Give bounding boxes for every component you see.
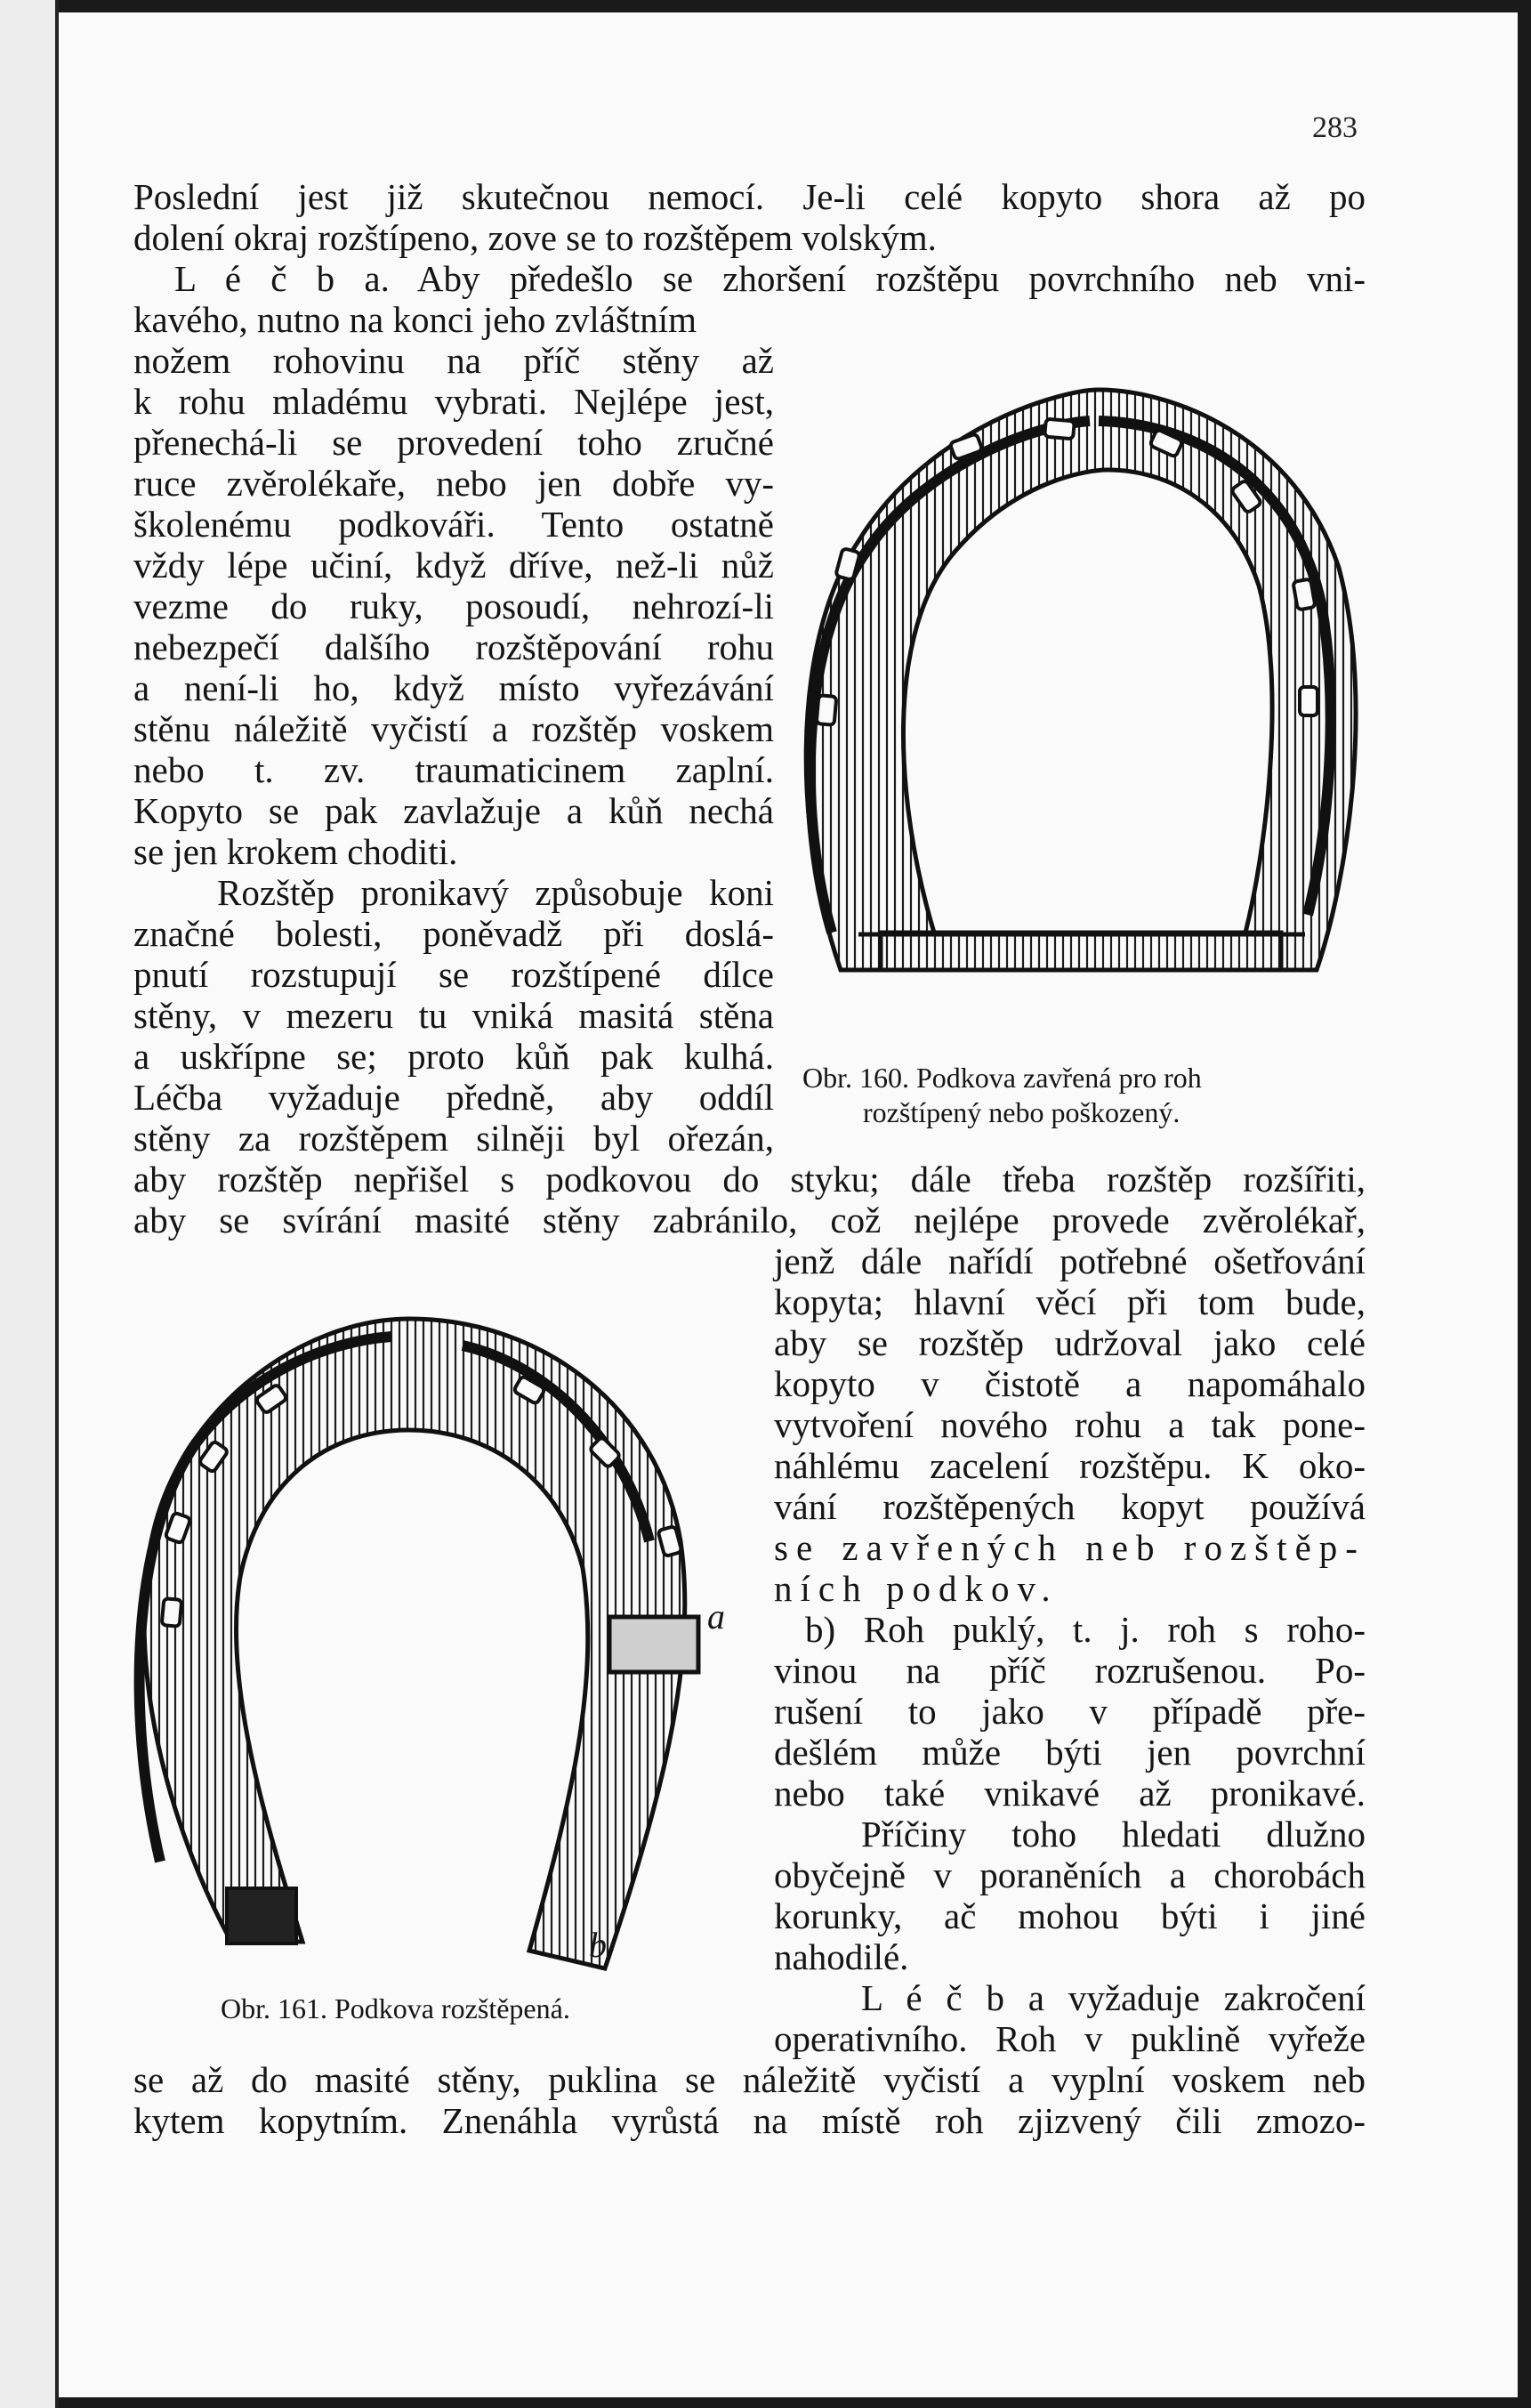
text-line: kavého, nutno na konci jeho zvláštním [133,299,697,340]
text-line: stěnu náležitě vyčistí a rozštěp voskem [133,708,774,749]
text-line: kopyto v čistotě a napomáhalo [774,1363,1366,1404]
text-line: vytvoření nového rohu a tak pone- [774,1404,1366,1445]
text-line: přenechá-li se provedení toho zručné [133,422,774,463]
text-line: kopyta; hlavní věcí při tom bude, [774,1281,1366,1322]
text-line: nahodilé. [774,1936,909,1977]
text-line: L é č b a. Aby předešlo se zhoršení rozštěpu povrchního neb vni- [174,258,1366,299]
text-line: Rozštěp pronikavý způsobuje koni [217,872,774,913]
text-line: jenž dále nařídí potřebné ošetřování [774,1240,1366,1281]
text-line: stěny za rozštěpem silněji byl ořezán, [133,1118,774,1159]
text-line: značné bolesti, poněvadž při doslá- [133,913,774,954]
figure-161-label-a: a [707,1596,725,1636]
text-line: dolení okraj rozštípeno, zove se to rozštěpem volským. [133,217,937,258]
text-line: ních podkov. [774,1568,1059,1609]
page-number: 283 [1312,111,1358,144]
text-line: aby rozštěp nepřišel s podkovou do styku; dále třeba rozštěp rozšířiti, [133,1159,1366,1200]
text-line: se zavřených neb rozštěp- [774,1527,1366,1568]
text-line: se až do masité stěny, puklina se náležitě vyčistí a vyplní voskem neb [133,2059,1366,2100]
text-line: vinou na příč rozrušenou. Po- [774,1650,1366,1691]
text-line: dešlém může býti jen povrchní [774,1732,1366,1773]
text-line: stěny, v mezeru tu vniká masitá stěna [133,995,774,1036]
text-line: vždy lépe učiní, když dříve, než-li nůž [133,545,774,586]
figure-160-closed-horseshoe [796,381,1366,1030]
text-line: korunky, ač mohou býti i jiné [774,1895,1366,1936]
text-line: náhlému zacelení rozštěpu. K oko- [774,1445,1366,1486]
text-line: nebezpečí dalšího rozštěpování rohu [133,626,774,667]
text-line: a uskřípne se; proto kůň pak kulhá. [133,1036,774,1077]
adjacent-page-edge [0,0,59,2408]
text-line: operativního. Roh v puklině vyřeže [774,2018,1366,2059]
figure-161-caption: Obr. 161. Podkova rozštěpená. [221,1992,570,2024]
text-line: obyčejně v poraněních a chorobách [774,1854,1366,1895]
text-line: rušení to jako v případě pře- [774,1691,1366,1732]
text-line: Léčba vyžaduje předně, aby oddíl [133,1077,774,1118]
text-line: nebo také vnikavé až pronikavé. [774,1773,1366,1814]
text-line: kytem kopytním. Znenáhla vyrůstá na místě roh zjizvený čili zmozo- [133,2100,1366,2141]
figure-161-label-b: b [589,1925,607,1965]
figure-160-caption-line1: Obr. 160. Podkova zavřená pro roh [802,1062,1202,1094]
figure-160-caption-line2: rozštípený nebo poškozený. [863,1096,1180,1128]
text-line: aby se svírání masité stěny zabránilo, což nejlépe provede zvěrolékař, [133,1200,1366,1240]
text-line: nebo t. zv. traumaticinem zaplní. [133,749,774,790]
text-line: aby se rozštěp udržoval jako celé [774,1322,1366,1363]
text-line: Poslední jest již skutečnou nemocí. Je-li celé kopyto shora až po [133,176,1366,217]
text-line: ruce zvěrolékaře, nebo jen dobře vy- [133,463,774,504]
text-line: Kopyto se pak zavlažuje a kůň nechá [133,790,774,831]
text-line: nožem rohovinu na příč stěny až [133,340,774,381]
text-line: k rohu mladému vybrati. Nejlépe jest, [133,381,774,422]
text-line: pnutí rozstupují se rozštípené dílce [133,954,774,995]
text-line: L é č b a vyžaduje zakročení [861,1977,1366,2018]
text-line: b) Roh puklý, t. j. roh s roho- [805,1609,1366,1650]
text-line: se jen krokem choditi. [133,831,458,872]
text-line: vání rozštěpených kopyt používá [774,1486,1366,1527]
text-line: Příčiny toho hledati dlužno [861,1814,1366,1854]
text-line: školenému podkováři. Tento ostatně [133,504,774,545]
figure-161-split-horseshoe [125,1310,729,1986]
text-line: a není-li ho, když místo vyřezávání [133,667,774,708]
text-line: vezme do ruky, posoudí, nehrozí-li [133,586,774,626]
